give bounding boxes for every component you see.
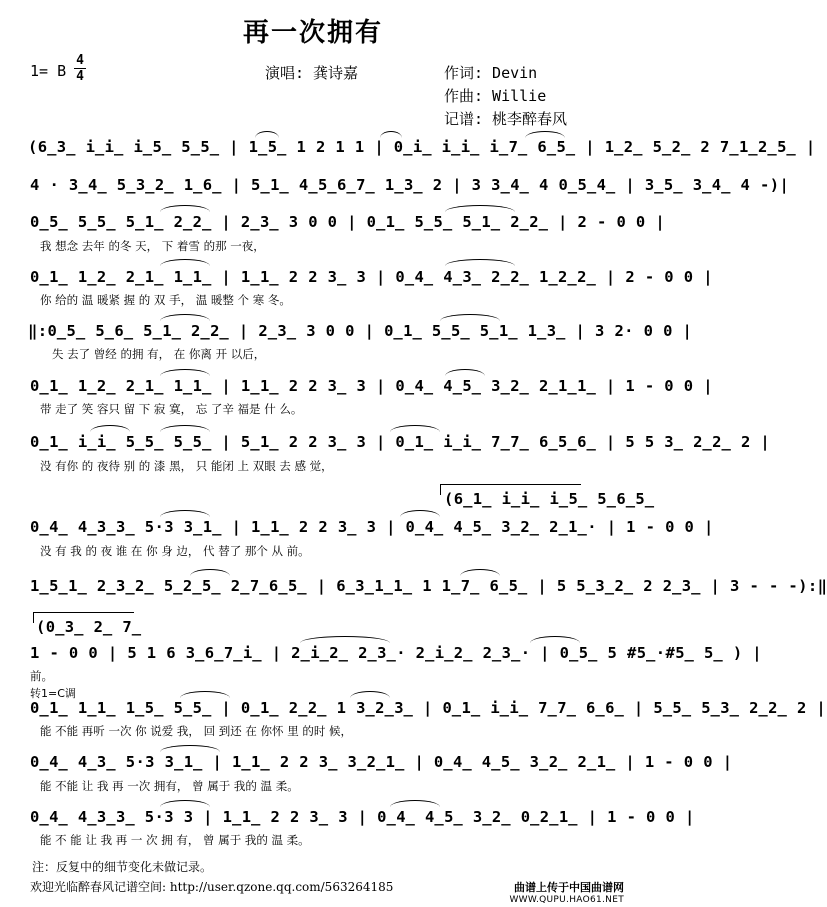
footnote: 注：反复中的细节变化未做记录。: [32, 860, 213, 874]
meter-top: 4: [76, 53, 84, 68]
time-signature: [74, 54, 86, 83]
slur-mark: [460, 569, 500, 576]
slur-mark: [445, 205, 515, 212]
slur-mark: [440, 314, 500, 321]
slur-mark: [530, 636, 580, 643]
singer-credit: 演唱: 龚诗嘉: [265, 64, 359, 82]
score-line-7: 0̲1̲ i̲i̲ 5̲5̲ 5̲5̲ | 5̲1̲ 2 2 3̲ 3 | 0̲1̲ i̲i̲ 7̲7̲ 6̲5̲6̲ | 5 5 3̲ 2̲2̲ 2 |: [30, 433, 771, 451]
lyric-line-8: 没 有 我 的 夜 谁 在 你 身 边， 代 替了 那个 从 前。: [40, 544, 310, 558]
welcome-line: 欢迎光临醉春风记谱空间: http://user.qzone.qq.com/563264185: [30, 880, 394, 894]
slur-mark: [525, 131, 565, 138]
slur-mark: [390, 425, 440, 432]
score-line-10: 1 - 0 0 | 5 1 6 3̲6̲7̲i̲ | 2̲i̲2̲ 2̲3̲· 2̲i̲2̲ 2̲3̲· | 0̲5̲ 5 #5̲·#5̲ 5̲ ) |: [30, 644, 763, 662]
lyricist-credit: 作词: Devin: [444, 64, 538, 82]
slur-mark: [400, 510, 440, 517]
watermark-url: WWW.QUPU.HAO61.NET: [509, 895, 624, 905]
composer-credit: 作曲: Willie: [444, 87, 547, 105]
score-line-10-repeat: (0̲3̲ 2̲ 7̲: [36, 618, 142, 636]
slur-mark: [90, 425, 130, 432]
site-watermark: [509, 882, 624, 906]
slur-mark: [160, 745, 220, 752]
slur-mark: [300, 636, 390, 643]
score-line-4: 0̲1̲ 1̲2̲ 2̲1̲ 1̲1̲ | 1̲1̲ 2 2 3̲ 3 | 0̲4̲ 4̲3̲ 2̲2̲ 1̲2̲2̲ | 2 - 0 0 |: [30, 268, 713, 286]
slur-mark: [445, 369, 485, 376]
slur-mark: [160, 425, 210, 432]
lyric-line-7: 没 有你 的 夜待 别 的 漆 黑， 只 能闭 上 双眼 去 感 觉，: [40, 459, 333, 473]
slur-mark: [350, 691, 390, 698]
slur-mark: [160, 510, 210, 517]
slur-mark: [255, 131, 279, 138]
score-line-8-repeat: (6̲1̲ i̲i̲ i̲5̲ 5̲6̲5̲: [444, 490, 655, 508]
lyric-line-12: 能 不能 让 我 再 一次 拥有， 曾 属于 我的 温 柔。: [40, 779, 299, 793]
slur-mark: [160, 205, 210, 212]
slur-mark: [390, 800, 440, 807]
modulation-mark: 转1=C调: [30, 687, 76, 700]
lyric-line-11: 能 不能 再听 一次 你 说爱 我， 回 到还 在 你怀 里 的时 候，: [40, 724, 353, 738]
slur-mark: [160, 259, 210, 266]
lyric-line-3: 我 想念 去年 的冬 天， 下 着雪 的那 一夜，: [40, 239, 265, 253]
score-line-intro-1: (6̲3̲ i̲i̲ i̲5̲ 5̲5̲ | 1̲5̲ 1 2 1 1 | 0̲i̲ i̲i̲ i̲7̲ 6̲5̲ | 1̲2̲ 5̲2̲ 2 7̲1̲2̲5̲ |: [28, 138, 816, 156]
score-line-9: 1̲5̲1̲ 2̲3̲2̲ 5̲2̲5̲ 2̲7̲6̲5̲ | 6̲3̲1̲1̲ 1 1̲7̲ 6̲5̲ | 5 5̲3̲2̲ 2 2̲3̲ | 3 - - -):‖: [30, 577, 827, 595]
slur-mark: [190, 569, 230, 576]
slur-mark: [380, 131, 402, 138]
song-title: 再一次拥有: [242, 18, 383, 48]
lyric-line-5: 失 去了 曾经 的拥 有， 在 你离 开 以后，: [52, 347, 266, 361]
slur-mark: [445, 259, 515, 266]
lyric-line-4: 你 给的 温 暖紧 握 的 双 手， 温 暖整 个 寒 冬。: [40, 293, 291, 307]
score-line-13: 0̲4̲ 4̲3̲3̲ 5·3 3 | 1̲1̲ 2 2 3̲ 3 | 0̲4̲ 4̲5̲ 3̲2̲ 0̲2̲1̲ | 1 - 0 0 |: [30, 808, 695, 826]
score-line-6: 0̲1̲ 1̲2̲ 2̲1̲ 1̲1̲ | 1̲1̲ 2 2 3̲ 3 | 0̲4̲ 4̲5̲ 3̲2̲ 2̲1̲1̲ | 1 - 0 0 |: [30, 377, 713, 395]
slur-mark: [160, 369, 210, 376]
score-line-5: ‖:0̲5̲ 5̲6̲ 5̲1̲ 2̲2̲ | 2̲3̲ 3 0 0 | 0̲1̲ 5̲5̲ 5̲1̲ 1̲3̲ | 3 2· 0 0 |: [28, 322, 693, 340]
key-signature: 1= B: [30, 62, 67, 80]
slur-mark: [180, 691, 230, 698]
lyric-line-6: 带 走了 笑 容只 留 下 寂 寞， 忘 了辛 福是 什 么。: [40, 402, 303, 416]
lyric-line-13: 能 不 能 让 我 再 一 次 拥 有， 曾 属于 我的 温 柔。: [40, 833, 310, 847]
lyric-line-10: 前。: [30, 669, 53, 683]
score-line-intro-2: 4 · 3̲4̲ 5̲3̲2̲ 1̲6̲ | 5̲1̲ 4̲5̲6̲7̲ 1̲3̲ 2 | 3 3̲4̲ 4 0̲5̲4̲ | 3̲5̲ 3̲4̲ 4 -)|: [30, 176, 790, 194]
score-line-8: 0̲4̲ 4̲3̲3̲ 5·3 3̲1̲ | 1̲1̲ 2 2 3̲ 3 | 0̲4̲ 4̲5̲ 3̲2̲ 2̲1̲· | 1 - 0 0 |: [30, 518, 714, 536]
slur-mark: [160, 314, 210, 321]
transcriber-credit: 记谱: 桃李醉春风: [444, 110, 568, 128]
slur-mark: [160, 800, 210, 807]
meter-bottom: 4: [76, 69, 84, 84]
score-line-11: 0̲1̲ 1̲1̲ 1̲5̲ 5̲5̲ | 0̲1̲ 2̲2̲ 1 3̲2̲3̲ | 0̲1̲ i̲i̲ 7̲7̲ 6̲6̲ | 5̲5̲ 5̲3̲ 2̲2̲ 2 |: [30, 699, 827, 717]
score-line-12: 0̲4̲ 4̲3̲ 5·3 3̲1̲ | 1̲1̲ 2 2 3̲ 3̲2̲1̲ | 0̲4̲ 4̲5̲ 3̲2̲ 2̲1̲ | 1 - 0 0 |: [30, 753, 733, 771]
watermark-title: 曲谱上传于中国曲谱网: [514, 881, 624, 894]
score-line-3: 0̲5̲ 5̲5̲ 5̲1̲ 2̲2̲ | 2̲3̲ 3 0 0 | 0̲1̲ 5̲5̲ 5̲1̲ 2̲2̲ | 2 - 0 0 |: [30, 213, 666, 231]
